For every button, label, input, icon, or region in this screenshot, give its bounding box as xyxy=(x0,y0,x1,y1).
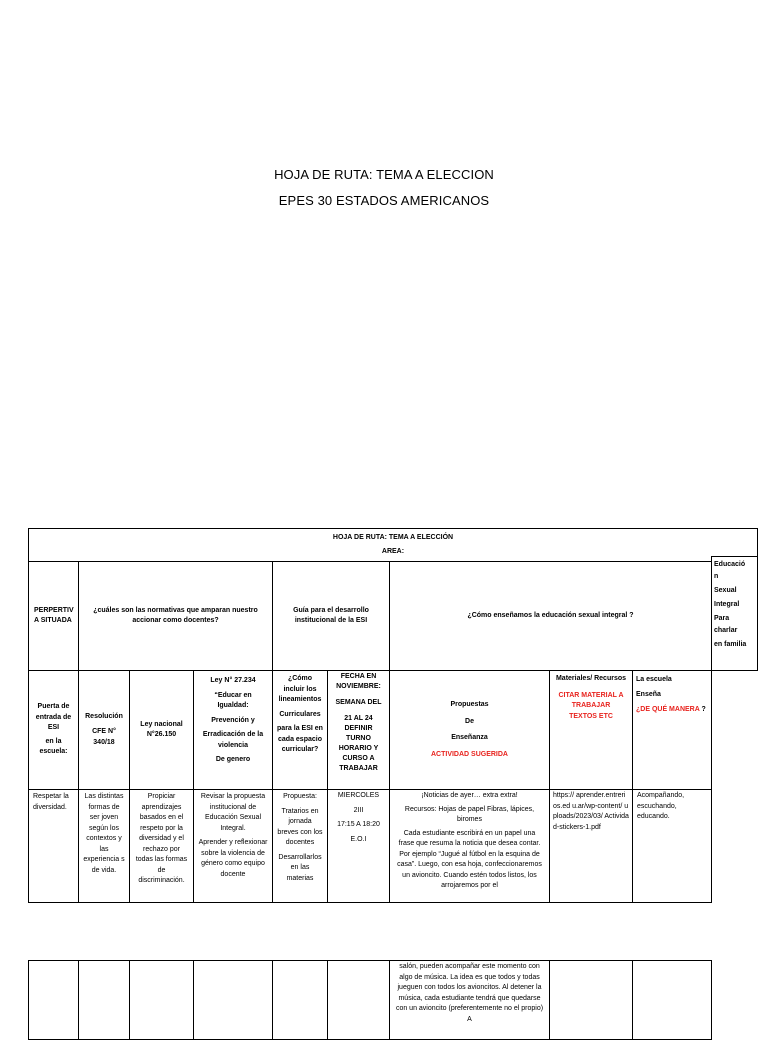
side-note-line: en familia xyxy=(714,641,747,648)
ley-nacional-cell xyxy=(129,670,194,790)
cont-cell xyxy=(129,960,194,1040)
side-note-line: Educació xyxy=(714,561,746,568)
fecha-line: HORARIO Y xyxy=(338,745,379,752)
como-incluir-line: incluir los xyxy=(283,685,317,693)
ley-nacional-line: N°26.150 xyxy=(146,731,177,738)
perspectiva-label: PERPERTIV A SITUADA xyxy=(34,606,74,624)
revisar-cell xyxy=(193,789,273,903)
puerta-line: entrada de xyxy=(35,713,72,721)
ley-27234-line: De genero xyxy=(215,756,251,763)
ley-27234-line: Ley N° 27.234 xyxy=(210,677,256,684)
puerta-line: en la xyxy=(45,737,62,745)
ley-27234-cell xyxy=(193,670,273,790)
perspectiva-cell xyxy=(28,561,79,671)
resource-url[interactable]: https:// aprender.entrerios.ed u.ar/wp-content/ uploads/2023/03/ Actividad-stickers-1.pdf xyxy=(553,792,629,831)
fecha-line: CURSO A xyxy=(342,755,375,762)
fecha-line: TRABAJAR xyxy=(339,765,378,772)
guia-label: Guía para el desarrollo institucional de la ESI xyxy=(293,606,369,624)
page-subtitle: EPES 30 ESTADOS AMERICANOS xyxy=(278,193,490,208)
normativas-cell xyxy=(78,561,273,671)
cont-cell xyxy=(272,960,328,1040)
side-note-line: charlar xyxy=(714,627,738,634)
side-note-line: n xyxy=(714,573,719,580)
cont-cell xyxy=(549,960,633,1040)
ley-27234-line: violencia xyxy=(218,741,248,749)
fecha-line: SEMANA DEL xyxy=(335,699,382,706)
fecha-line: TURNO xyxy=(346,735,371,742)
acompanando-text: Acompañando, escuchando, educando. xyxy=(637,792,685,820)
formas-cell xyxy=(78,789,130,903)
horario-cell xyxy=(327,789,390,903)
side-note-cell xyxy=(711,556,758,671)
como-incluir-line: ¿Cómo xyxy=(287,675,313,682)
actividad-texto: Cada estudiante escribirá en un papel una frase que resuma la noticia que desea contar. Por ejemplo “Jugué al fútbol en la esquina de casa”. Luego, con esa hoja, confeccionaremos un avioncito. Cuando estén todos listos, los arrojaremos por el xyxy=(397,829,542,889)
ley-27234-line: “Educar en xyxy=(214,691,252,699)
materiales-note: CITAR MATERIAL A TRABAJAR TEXTOS ETC xyxy=(558,691,624,720)
resolucion-line: CFE N° xyxy=(92,728,116,736)
fecha-line: FECHA EN xyxy=(340,673,377,680)
formas-text: Las distintas formas de ser joven según los contextos y las experiencia s de vida. xyxy=(83,793,125,874)
escuela-line: Enseña xyxy=(636,691,661,698)
respetar-text: Respetar la diversidad. xyxy=(33,793,69,811)
guia-cell xyxy=(272,561,390,671)
fecha-cell xyxy=(327,670,390,790)
resolucion-line: 340/18 xyxy=(93,738,115,746)
como-ensenamos-cell xyxy=(389,561,712,671)
puerta-line: ESI xyxy=(47,724,60,732)
actividad-cell xyxy=(389,789,550,903)
de-que-manera-tail: ? xyxy=(699,706,706,713)
horario-text: 17:15 A 18:20 xyxy=(337,821,380,828)
fecha-line: NOVIEMBRE: xyxy=(336,683,381,690)
como-incluir-line: curricular? xyxy=(281,746,319,753)
propuestas-cell xyxy=(389,670,550,790)
de-que-manera: ¿DE QUÉ MANERA xyxy=(636,706,700,713)
puerta-cell xyxy=(28,670,79,790)
ley-27234-line: Igualdad: xyxy=(217,702,249,709)
propiciar-cell xyxy=(129,789,194,903)
resolucion-cell xyxy=(78,670,130,790)
escuela-line: La escuela xyxy=(636,676,672,683)
respetar-cell xyxy=(28,789,79,903)
cont-cell xyxy=(28,960,79,1040)
table-header-area: AREA: xyxy=(381,548,405,555)
propiciar-text: Propiciar aprendizajes basados en el respeto por la diversidad y el rechazo por todas las formas de discriminación. xyxy=(135,793,188,884)
cont-cell xyxy=(327,960,390,1040)
ley-27234-line: Erradicación de la xyxy=(202,731,264,738)
como-incluir-line: Curriculares xyxy=(279,710,321,718)
ley-27234-line: Prevención y xyxy=(211,716,255,724)
side-note-line: Para xyxy=(714,615,730,622)
cont-cell xyxy=(632,960,712,1040)
escuela-turno-text: E.O.I xyxy=(350,835,367,843)
puerta-line: Puerta de xyxy=(37,703,70,711)
fecha-line: 21 AL 24 xyxy=(344,715,373,722)
url-cell xyxy=(549,789,633,903)
curso-text: 2III xyxy=(353,806,364,814)
resolucion-line: Resolución xyxy=(85,712,123,720)
como-incluir-cell xyxy=(272,670,328,790)
normativas-label: ¿cuáles son las normativas que amparan nuestro accionar como docentes? xyxy=(93,606,258,624)
side-note-line: Integral xyxy=(714,601,740,608)
como-ensenamos-label: ¿Cómo enseñamos la educación sexual integral ? xyxy=(467,611,634,619)
como-incluir-line: para la ESI en xyxy=(277,725,323,732)
materiales-title: Materiales/ Recursos xyxy=(555,675,627,682)
ley-nacional-line: Ley nacional xyxy=(140,720,183,728)
actividad-cont-text: salón, pueden acompañar este momento con algo de música. La idea es que todos y todas jueguen con todos los avioncitos. Al detener la música, cada estudiante tendrá que quedarse con un avioncito (preferentemente no el propio) A xyxy=(395,963,544,1023)
como-incluir-line: lineamientos xyxy=(278,696,322,703)
dia-text: MIERCOLES xyxy=(337,792,380,799)
table-header xyxy=(28,528,758,562)
fecha-line: DEFINIR xyxy=(344,725,373,732)
recursos-text: Recursos: Hojas de papel Fibras, lápices, biromes xyxy=(404,805,535,823)
revisar-text: Revisar la propuesta institucional de Educación Sexual Integral. xyxy=(200,793,266,832)
actividad-cont-cell xyxy=(389,960,550,1040)
propuestas-line: Propuestas xyxy=(450,701,489,708)
propuestas-line: De xyxy=(465,717,474,725)
table-header-title: HOJA DE RUTA: TEMA A ELECCIÓN xyxy=(332,533,454,541)
acompanando-cell xyxy=(632,789,712,903)
puerta-line: escuela: xyxy=(39,748,68,756)
como-incluir-line: cada espacio xyxy=(278,735,322,743)
page-title: HOJA DE RUTA: TEMA A ELECCION xyxy=(274,167,494,182)
side-note-line: Sexual xyxy=(714,587,737,594)
aprender-text: Aprender y reflexionar sobre la violencia de género como equipo docente xyxy=(198,839,268,878)
tratarios-text: Tratarios en jornada breves con los docentes xyxy=(277,807,323,846)
desarrollarlos-text: Desarrollarlos en las materias xyxy=(278,853,322,882)
actividad-sugerida: ACTIVIDAD SUGERIDA xyxy=(430,750,508,758)
cont-cell xyxy=(78,960,130,1040)
escuela-cell xyxy=(632,670,712,790)
propuesta-cell xyxy=(272,789,328,903)
propuesta-label: Propuesta: xyxy=(283,793,317,800)
materiales-cell xyxy=(549,670,633,790)
propuestas-line: Enseñanza xyxy=(451,734,488,741)
noticias-title: ¡Noticias de ayer… extra extra! xyxy=(421,792,518,799)
cont-cell xyxy=(193,960,273,1040)
